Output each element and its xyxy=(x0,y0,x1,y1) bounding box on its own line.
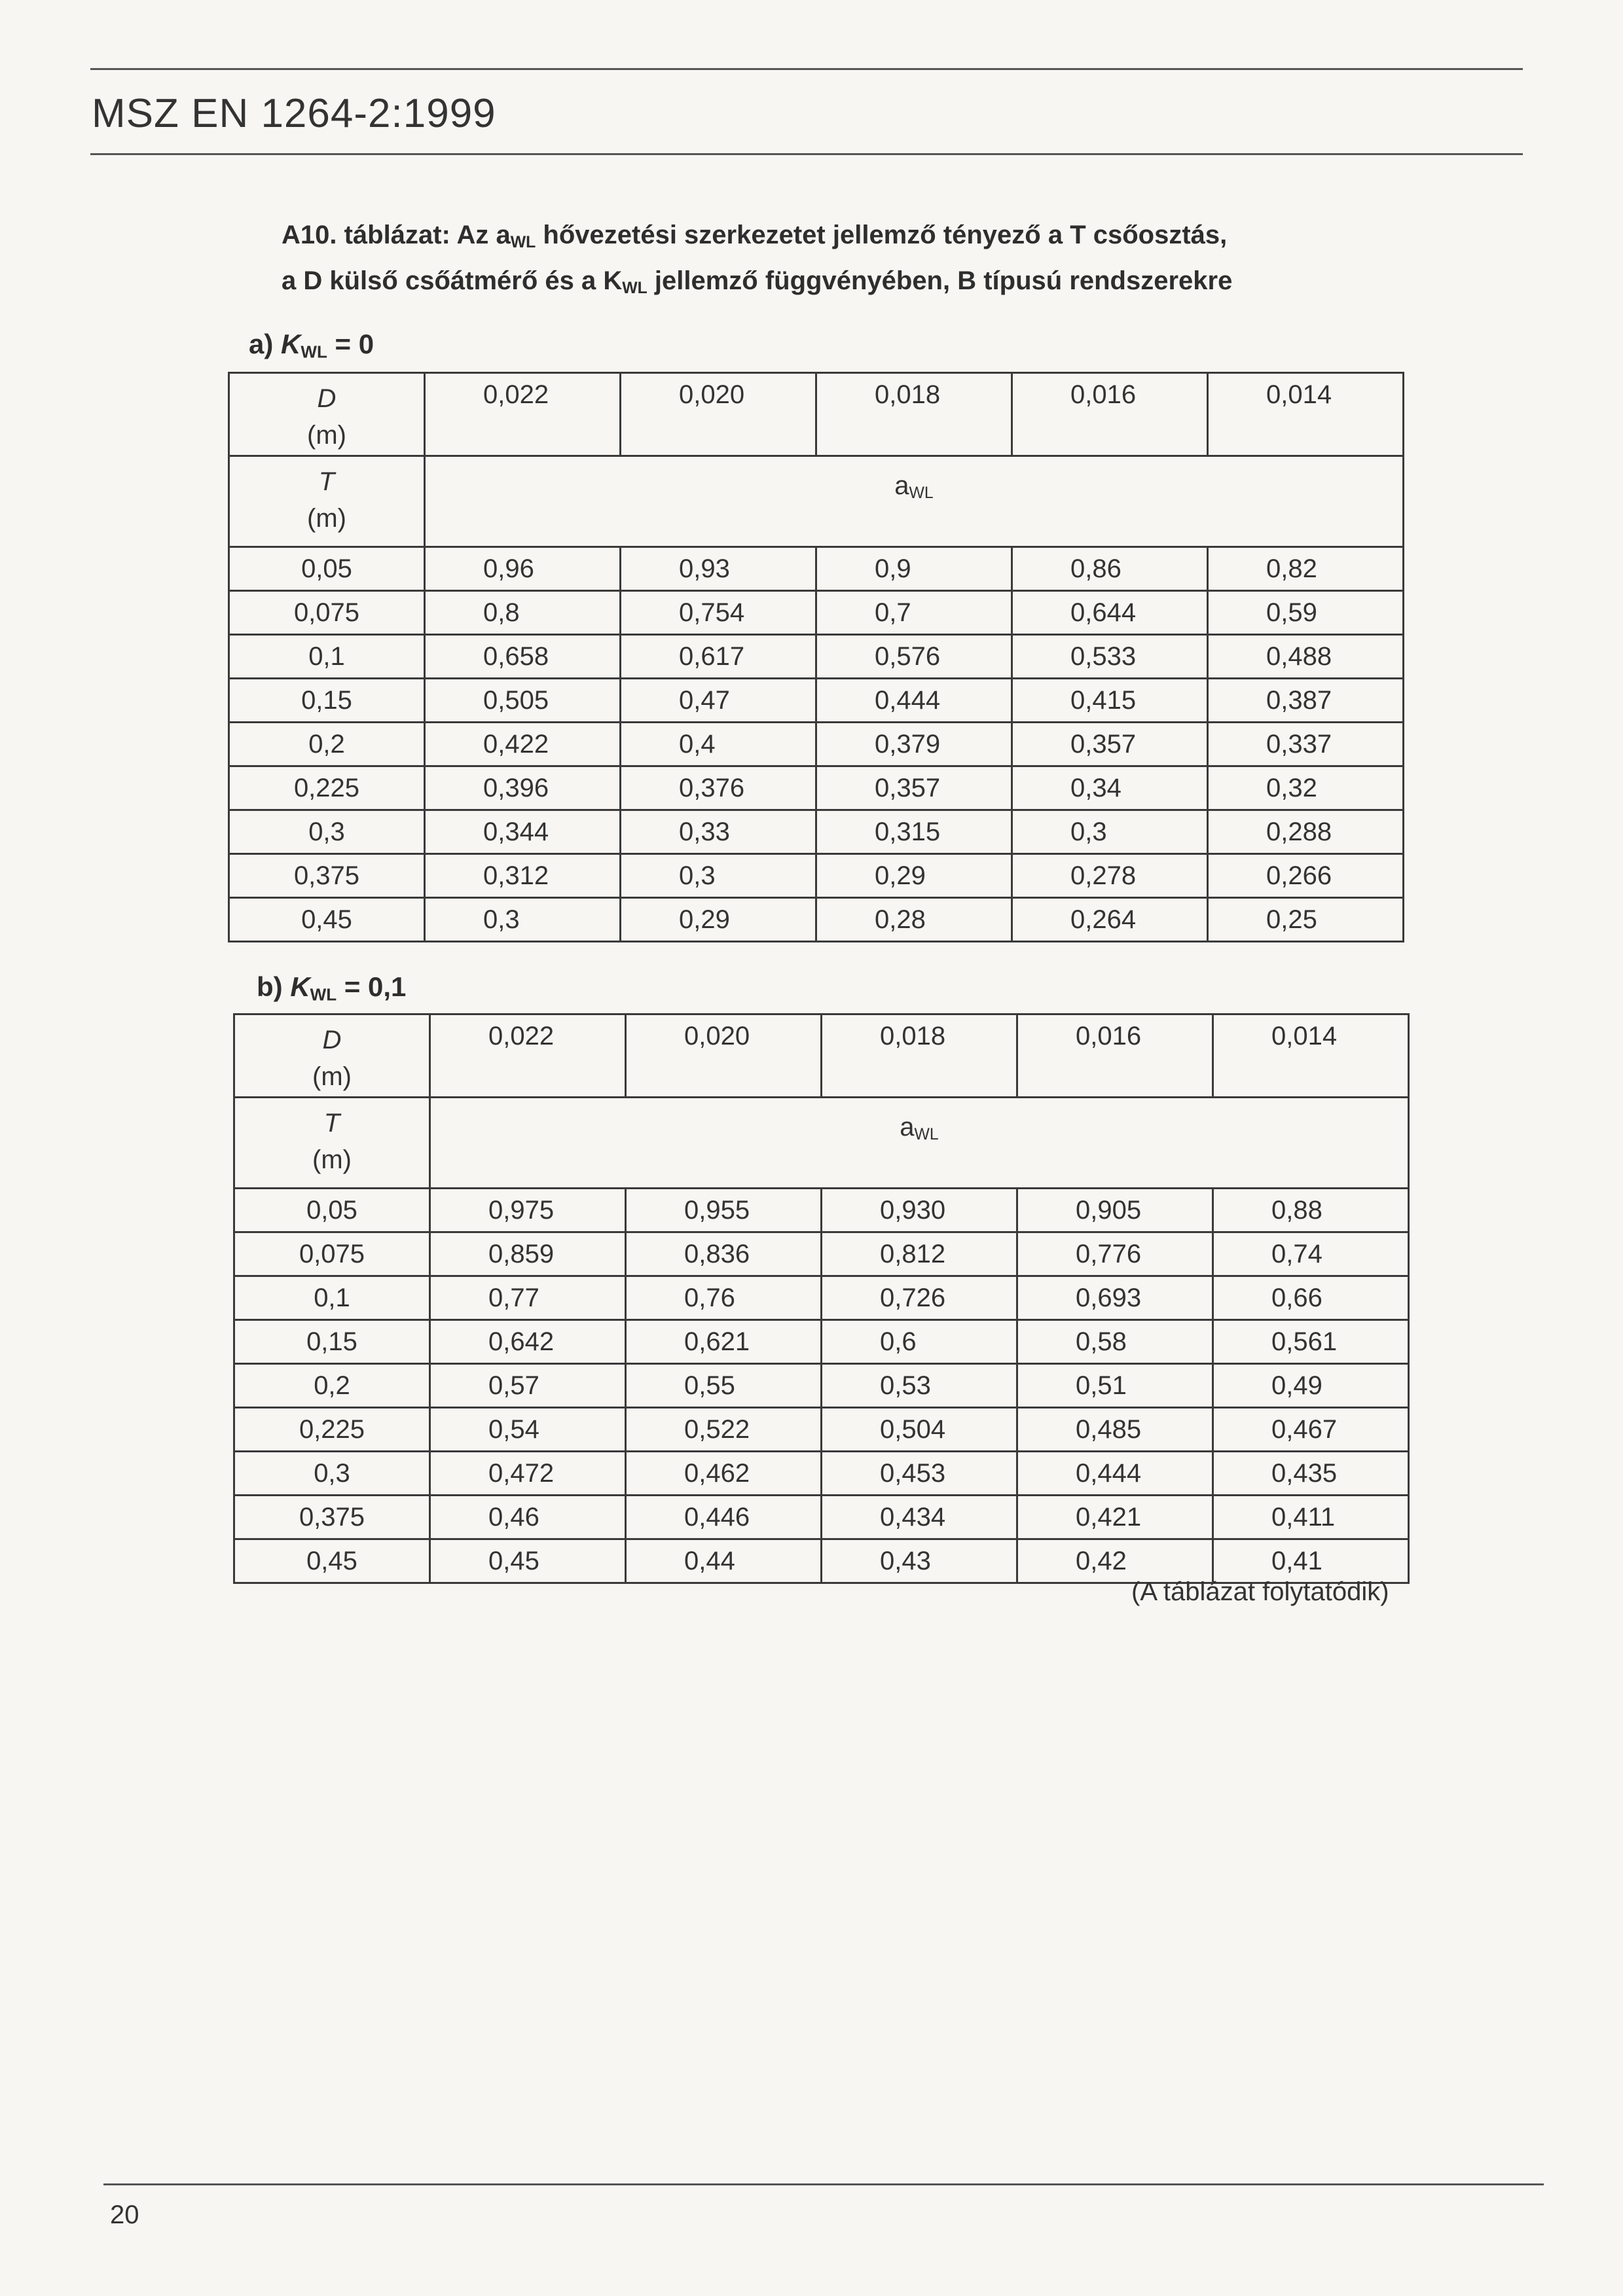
awl-value-cell: 0,264 xyxy=(1012,898,1208,942)
awl-value-cell: 0,41 xyxy=(1213,1539,1409,1583)
awl-value-cell: 0,357 xyxy=(1012,723,1208,766)
awl-value-cell: 0,32 xyxy=(1208,766,1404,810)
t-label-cell: T (m) xyxy=(229,456,425,547)
d-value-cell: 0,020 xyxy=(626,1014,822,1098)
awl-value-cell: 0,462 xyxy=(626,1452,822,1496)
awl-value-cell: 0,337 xyxy=(1208,723,1404,766)
awl-value-cell: 0,25 xyxy=(1208,898,1404,942)
awl-value-cell: 0,96 xyxy=(425,547,621,591)
awl-value-cell: 0,9 xyxy=(816,547,1012,591)
awl-value-cell: 0,776 xyxy=(1017,1232,1213,1276)
awl-value-cell: 0,754 xyxy=(621,591,816,635)
awl-value-cell: 0,6 xyxy=(822,1320,1017,1364)
t-value-cell: 0,075 xyxy=(234,1232,430,1276)
awl-value-cell: 0,29 xyxy=(621,898,816,942)
t-value-cell: 0,3 xyxy=(234,1452,430,1496)
d-label-cell: D (m) xyxy=(234,1014,430,1098)
t-value-cell: 0,15 xyxy=(229,679,425,723)
t-value-cell: 0,2 xyxy=(229,723,425,766)
awl-value-cell: 0,357 xyxy=(816,766,1012,810)
table-caption xyxy=(282,216,1427,308)
awl-value-cell: 0,836 xyxy=(626,1232,822,1276)
awl-value-cell: 0,7 xyxy=(816,591,1012,635)
awl-value-cell: 0,658 xyxy=(425,635,621,679)
footer-rule xyxy=(103,2183,1544,2185)
t-value-cell: 0,375 xyxy=(229,854,425,898)
awl-value-cell: 0,396 xyxy=(425,766,621,810)
t-value-cell: 0,2 xyxy=(234,1364,430,1408)
awl-value-cell: 0,444 xyxy=(816,679,1012,723)
table-b-body xyxy=(234,1014,1409,1583)
table-a-d-header-row xyxy=(229,373,1404,456)
table-row xyxy=(234,1496,1409,1539)
d-value-cell: 0,014 xyxy=(1213,1014,1409,1098)
table-b-t-header-row xyxy=(234,1098,1409,1189)
awl-value-cell: 0,45 xyxy=(430,1539,626,1583)
table-a-label: a) $K_{WL} = 0$ xyxy=(249,329,374,362)
table-row xyxy=(234,1320,1409,1364)
table-row xyxy=(229,810,1404,854)
awl-value-cell: 0,726 xyxy=(822,1276,1017,1320)
table-b xyxy=(233,1013,1410,1584)
awl-value-cell: 0,34 xyxy=(1012,766,1208,810)
awl-value-cell: 0,421 xyxy=(1017,1496,1213,1539)
awl-value-cell: 0,522 xyxy=(626,1408,822,1452)
table-a-t-header-row xyxy=(229,456,1404,547)
awl-value-cell: 0,859 xyxy=(430,1232,626,1276)
awl-value-cell: 0,77 xyxy=(430,1276,626,1320)
awl-value-cell: 0,693 xyxy=(1017,1276,1213,1320)
awl-value-cell: 0,266 xyxy=(1208,854,1404,898)
t-value-cell: 0,225 xyxy=(229,766,425,810)
table-a-body xyxy=(229,373,1404,942)
awl-value-cell: 0,86 xyxy=(1012,547,1208,591)
awl-value-cell: 0,467 xyxy=(1213,1408,1409,1452)
awl-value-cell: 0,485 xyxy=(1017,1408,1213,1452)
d-value-cell: 0,020 xyxy=(621,373,816,456)
awl-value-cell: 0,4 xyxy=(621,723,816,766)
awl-value-cell: 0,88 xyxy=(1213,1189,1409,1232)
caption-line-1: A10. táblázat: Az $a_{WL}$ hővezetési szerkezetet jellemző tényező a T csőosztás, xyxy=(282,221,1228,252)
d-value-cell: 0,016 xyxy=(1012,373,1208,456)
awl-value-cell: 0,42 xyxy=(1017,1539,1213,1583)
t-value-cell: 0,45 xyxy=(229,898,425,942)
table-b-d-header-row xyxy=(234,1014,1409,1098)
awl-value-cell: 0,74 xyxy=(1213,1232,1409,1276)
t-value-cell: 0,1 xyxy=(234,1276,430,1320)
awl-header-cell: $a_{WL}$ xyxy=(430,1098,1409,1189)
d-value-cell: 0,018 xyxy=(822,1014,1017,1098)
awl-value-cell: 0,58 xyxy=(1017,1320,1213,1364)
continuation-note: (A táblázat folytatódik) xyxy=(1131,1577,1389,1606)
awl-value-cell: 0,43 xyxy=(822,1539,1017,1583)
table-row xyxy=(234,1276,1409,1320)
awl-value-cell: 0,93 xyxy=(621,547,816,591)
table-row xyxy=(234,1539,1409,1583)
d-value-cell: 0,016 xyxy=(1017,1014,1213,1098)
d-value-cell: 0,022 xyxy=(425,373,621,456)
awl-value-cell: 0,55 xyxy=(626,1364,822,1408)
awl-value-cell: 0,472 xyxy=(430,1452,626,1496)
awl-value-cell: 0,621 xyxy=(626,1320,822,1364)
awl-value-cell: 0,28 xyxy=(816,898,1012,942)
awl-value-cell: 0,415 xyxy=(1012,679,1208,723)
awl-header-cell: $a_{WL}$ xyxy=(425,456,1404,547)
awl-value-cell: 0,51 xyxy=(1017,1364,1213,1408)
d-value-cell: 0,014 xyxy=(1208,373,1404,456)
awl-value-cell: 0,3 xyxy=(425,898,621,942)
awl-value-cell: 0,905 xyxy=(1017,1189,1213,1232)
header-bottom-rule xyxy=(90,153,1523,155)
table-row xyxy=(234,1232,1409,1276)
awl-value-cell: 0,376 xyxy=(621,766,816,810)
awl-value-cell: 0,66 xyxy=(1213,1276,1409,1320)
awl-value-cell: 0,411 xyxy=(1213,1496,1409,1539)
awl-value-cell: 0,975 xyxy=(430,1189,626,1232)
table-row xyxy=(229,635,1404,679)
awl-value-cell: 0,505 xyxy=(425,679,621,723)
awl-value-cell: 0,76 xyxy=(626,1276,822,1320)
awl-value-cell: 0,53 xyxy=(822,1364,1017,1408)
t-value-cell: 0,45 xyxy=(234,1539,430,1583)
awl-value-cell: 0,617 xyxy=(621,635,816,679)
awl-value-cell: 0,504 xyxy=(822,1408,1017,1452)
awl-value-cell: 0,344 xyxy=(425,810,621,854)
awl-value-cell: 0,435 xyxy=(1213,1452,1409,1496)
awl-value-cell: 0,576 xyxy=(816,635,1012,679)
table-row xyxy=(229,591,1404,635)
table-b-label: b) $K_{WL} = 0,1$ xyxy=(257,971,407,1005)
table-row xyxy=(234,1408,1409,1452)
table-row xyxy=(234,1452,1409,1496)
awl-value-cell: 0,434 xyxy=(822,1496,1017,1539)
awl-value-cell: 0,8 xyxy=(425,591,621,635)
table-row xyxy=(229,854,1404,898)
awl-value-cell: 0,54 xyxy=(430,1408,626,1452)
awl-value-cell: 0,812 xyxy=(822,1232,1017,1276)
awl-value-cell: 0,82 xyxy=(1208,547,1404,591)
awl-value-cell: 0,46 xyxy=(430,1496,626,1539)
awl-value-cell: 0,444 xyxy=(1017,1452,1213,1496)
awl-value-cell: 0,3 xyxy=(621,854,816,898)
document-id: MSZ EN 1264-2:1999 xyxy=(92,91,496,136)
awl-value-cell: 0,278 xyxy=(1012,854,1208,898)
awl-value-cell: 0,315 xyxy=(816,810,1012,854)
table-a xyxy=(228,372,1404,942)
table-row xyxy=(229,547,1404,591)
table-row xyxy=(234,1364,1409,1408)
awl-value-cell: 0,446 xyxy=(626,1496,822,1539)
awl-value-cell: 0,379 xyxy=(816,723,1012,766)
awl-value-cell: 0,561 xyxy=(1213,1320,1409,1364)
awl-value-cell: 0,47 xyxy=(621,679,816,723)
awl-value-cell: 0,49 xyxy=(1213,1364,1409,1408)
awl-value-cell: 0,453 xyxy=(822,1452,1017,1496)
awl-value-cell: 0,59 xyxy=(1208,591,1404,635)
t-label-cell: T (m) xyxy=(234,1098,430,1189)
awl-value-cell: 0,533 xyxy=(1012,635,1208,679)
t-value-cell: 0,15 xyxy=(234,1320,430,1364)
t-value-cell: 0,05 xyxy=(234,1189,430,1232)
awl-value-cell: 0,387 xyxy=(1208,679,1404,723)
awl-value-cell: 0,930 xyxy=(822,1189,1017,1232)
header-top-rule xyxy=(90,68,1523,70)
awl-value-cell: 0,644 xyxy=(1012,591,1208,635)
awl-value-cell: 0,29 xyxy=(816,854,1012,898)
d-value-cell: 0,022 xyxy=(430,1014,626,1098)
table-row xyxy=(229,898,1404,942)
t-value-cell: 0,225 xyxy=(234,1408,430,1452)
t-value-cell: 0,05 xyxy=(229,547,425,591)
awl-value-cell: 0,312 xyxy=(425,854,621,898)
awl-value-cell: 0,488 xyxy=(1208,635,1404,679)
awl-value-cell: 0,288 xyxy=(1208,810,1404,854)
caption-line-2: a D külső csőátmérő és a $K_{WL}$ jellemző függvényében, B típusú rendszerekre xyxy=(282,266,1233,298)
table-row xyxy=(229,766,1404,810)
awl-value-cell: 0,422 xyxy=(425,723,621,766)
awl-value-cell: 0,3 xyxy=(1012,810,1208,854)
d-value-cell: 0,018 xyxy=(816,373,1012,456)
table-row xyxy=(229,723,1404,766)
awl-value-cell: 0,44 xyxy=(626,1539,822,1583)
awl-value-cell: 0,57 xyxy=(430,1364,626,1408)
awl-value-cell: 0,33 xyxy=(621,810,816,854)
awl-value-cell: 0,642 xyxy=(430,1320,626,1364)
t-value-cell: 0,1 xyxy=(229,635,425,679)
table-row xyxy=(234,1189,1409,1232)
table-row xyxy=(229,679,1404,723)
t-value-cell: 0,3 xyxy=(229,810,425,854)
page-number: 20 xyxy=(110,2200,139,2229)
t-value-cell: 0,075 xyxy=(229,591,425,635)
awl-value-cell: 0,955 xyxy=(626,1189,822,1232)
t-value-cell: 0,375 xyxy=(234,1496,430,1539)
d-label-cell: D (m) xyxy=(229,373,425,456)
